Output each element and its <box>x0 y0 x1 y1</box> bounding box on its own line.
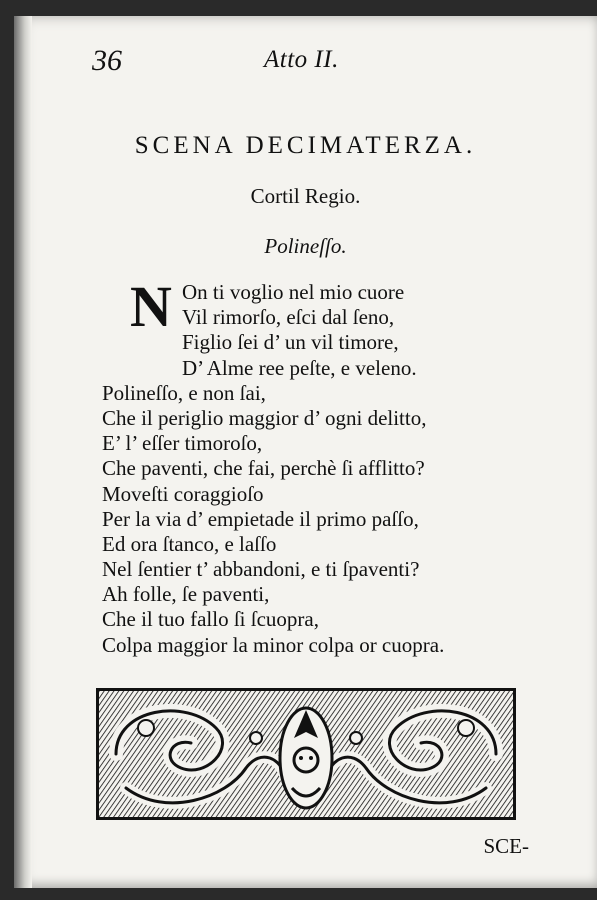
book-page <box>14 16 597 888</box>
running-head <box>14 44 597 84</box>
scene-setting: Cortil Regio. <box>250 184 361 208</box>
verse-line: Figlio ſei d’ un vil timore, <box>182 330 399 355</box>
verse-line: Ah folle, ſe paventi, <box>102 582 270 607</box>
verse-line: E’ l’ eſſer timoroſo, <box>102 431 263 456</box>
verse-line: Nel ſentier t’ abbandoni, e ti ſpaventi? <box>102 557 420 582</box>
page-number: 36 <box>92 44 122 77</box>
verse-line: Ed ora ſtanco, e laſſo <box>102 531 277 556</box>
verse-line: On ti voglio nel mio cuore <box>182 280 405 304</box>
act-title: Atto II. <box>264 46 339 73</box>
verse-line: D’ Alme ree peſte, e veleno. <box>182 355 417 380</box>
verse-line: Per la via d’ empietade il primo paſſo, <box>102 506 419 531</box>
scene-title: SCENA DECIMATERZA. <box>134 132 477 159</box>
verse-line: Che paventi, che fai, perchè ſi afflitto? <box>102 456 425 481</box>
verse-line: Vil rimorſo, eſci dal ſeno, <box>182 305 395 330</box>
ornamental-tailpiece-icon <box>96 688 516 820</box>
verse-line: Moveſti coraggioſo <box>102 481 264 506</box>
verse-line: Colpa maggior la minor colpa or cuopra. <box>102 632 445 657</box>
opening-stanza <box>102 274 582 381</box>
verse-line: Che il periglio maggior d’ ogni delitto, <box>102 405 427 430</box>
catchword: SCE- <box>483 834 529 858</box>
drop-cap: N <box>130 274 172 339</box>
verse-line: Polineſſo, e non ſai, <box>102 380 266 405</box>
speaker-name: Polineſſo. <box>264 234 347 258</box>
verse-line: Che il tuo fallo ſi ſcuopra, <box>102 607 319 632</box>
verse-block <box>102 274 582 658</box>
